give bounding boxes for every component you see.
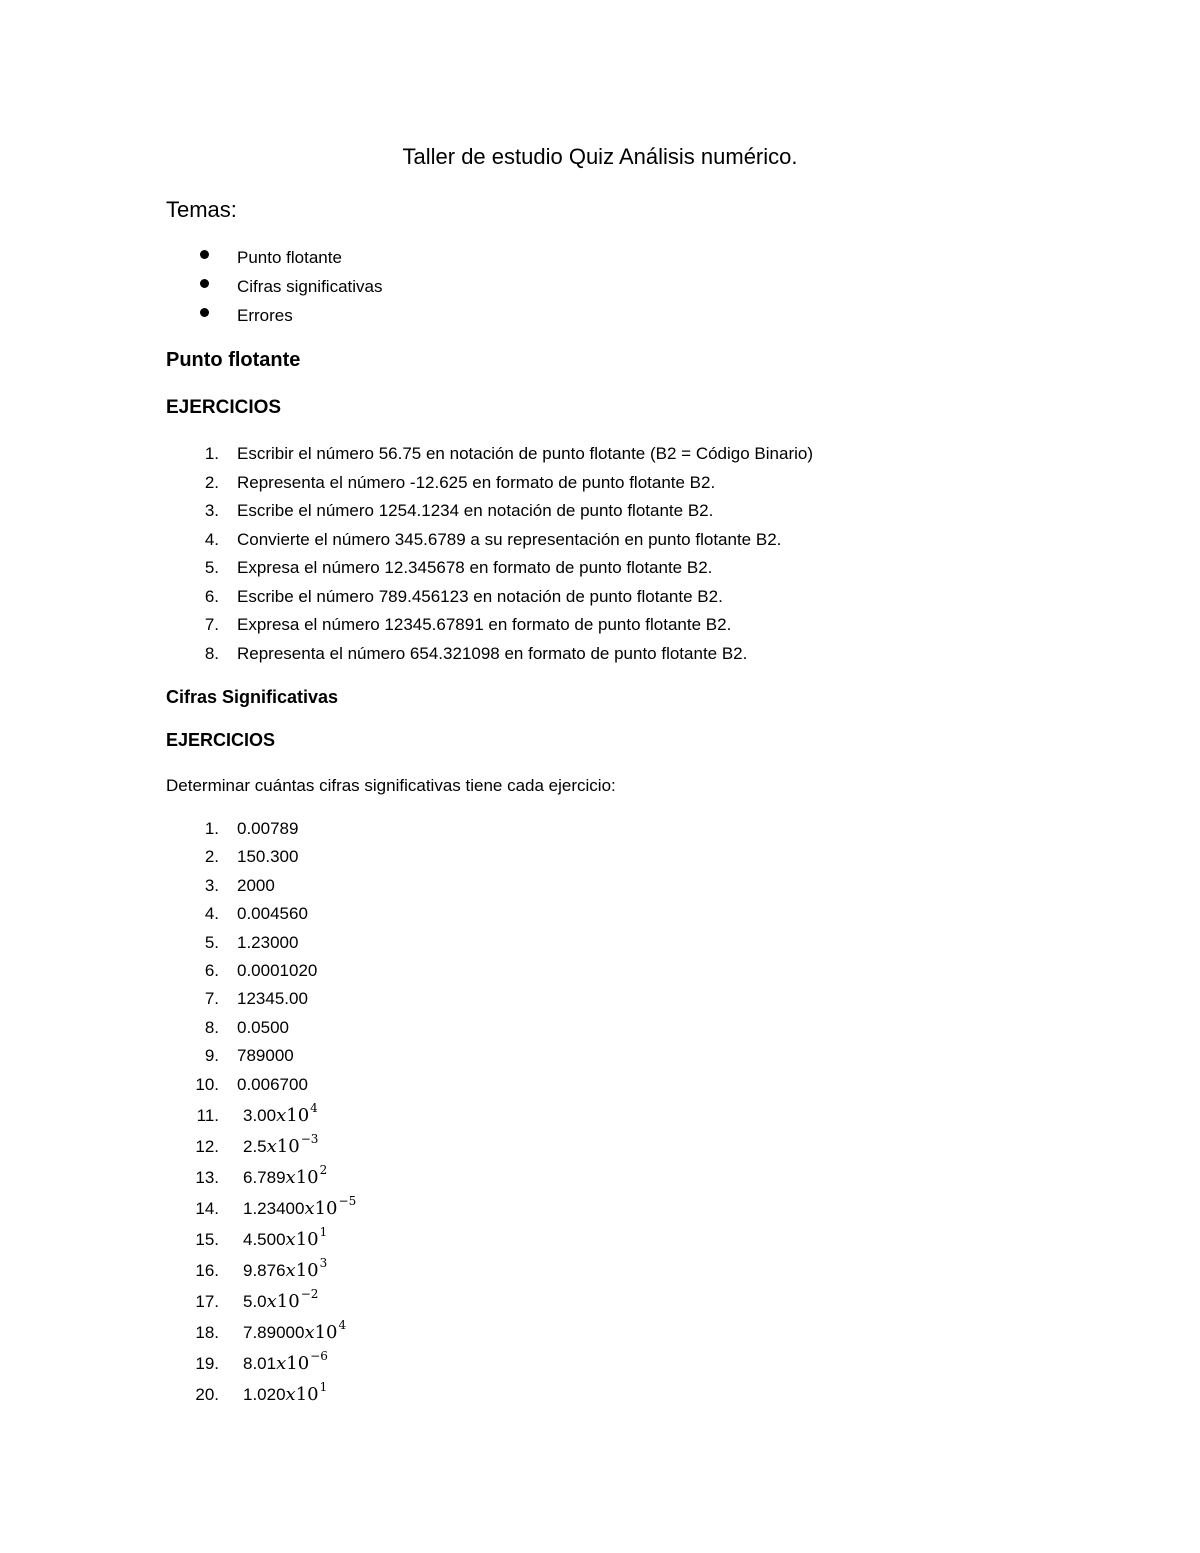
base-ten: 10 (276, 1136, 300, 1157)
item-text: Representa el número -12.625 en formato de punto flotante B2. (237, 472, 716, 492)
item-number: 2. (204, 847, 219, 867)
temas-item-label: Cifras significativas (237, 277, 383, 296)
sci-expression (243, 1255, 327, 1288)
base-ten: 10 (314, 1322, 338, 1343)
times-symbol: x (304, 1198, 315, 1219)
exponent: 4 (310, 1101, 318, 1115)
mantissa: 8.01 (243, 1354, 277, 1373)
ejercicios-heading: EJERCICIOS (166, 397, 282, 418)
exponent: 1 (319, 1225, 328, 1239)
item-number: 16. (195, 1261, 219, 1280)
times-symbol: x (285, 1260, 296, 1281)
item-number: 2. (204, 472, 219, 492)
bullet-icon (200, 308, 209, 317)
item-text: Expresa el número 12345.67891 en formato de punto flotante B2. (237, 615, 732, 634)
item-number: 4. (204, 904, 219, 924)
section-heading-cifras-significativas: Cifras Significativas (166, 687, 339, 707)
ejercicios-heading: EJERCICIOS (166, 730, 276, 750)
item-text: 1.23000 (237, 932, 299, 952)
mantissa: 7.89000 (243, 1323, 305, 1342)
exponent: 3 (319, 1256, 328, 1270)
item-number: 20. (195, 1385, 219, 1404)
item-text: 0.0001020 (237, 960, 318, 980)
bullet-icon (200, 279, 209, 288)
temas-item-label: Errores (237, 306, 293, 325)
sci-expression (243, 1100, 318, 1133)
exponent: −2 (300, 1287, 319, 1301)
times-symbol: x (285, 1167, 296, 1188)
item-text: 0.00789 (237, 819, 299, 838)
item-number: 6. (204, 960, 219, 980)
temas-label: Temas: (166, 197, 237, 222)
item-text: Convierte el número 345.6789 a su representación en punto flotante B2. (237, 529, 782, 549)
sci-expression (243, 1193, 356, 1226)
sci-expression (243, 1286, 318, 1319)
sci-expression (243, 1162, 327, 1195)
base-ten: 10 (286, 1353, 310, 1374)
item-number: 15. (195, 1230, 219, 1249)
mantissa: 6.789 (243, 1168, 286, 1187)
item-number: 11. (196, 1106, 219, 1125)
item-number: 5. (204, 558, 219, 577)
sci-expression (243, 1379, 327, 1412)
item-number: 4. (204, 529, 219, 549)
times-symbol: x (304, 1322, 315, 1343)
item-number: 7. (204, 615, 219, 634)
base-ten: 10 (276, 1291, 300, 1312)
base-ten: 10 (286, 1105, 310, 1126)
mantissa: 4.500 (243, 1230, 286, 1249)
mantissa: 2.5 (243, 1137, 267, 1156)
item-number: 17. (195, 1292, 219, 1311)
mantissa: 1.23400 (243, 1199, 305, 1218)
temas-item-label: Punto flotante (237, 248, 342, 267)
item-text: Escribe el número 1254.1234 en notación de punto flotante B2. (237, 501, 714, 520)
item-number: 9. (204, 1046, 219, 1066)
item-number: 14. (195, 1199, 219, 1218)
item-number: 7. (204, 989, 219, 1009)
bullet-icon (200, 250, 209, 259)
item-number: 13. (195, 1168, 219, 1187)
item-text: Escribir el número 56.75 en notación de punto flotante (B2 = Código Binario) (237, 444, 813, 463)
document-title: Taller de estudio Quiz Análisis numérico. (402, 144, 798, 169)
item-number: 10. (195, 1074, 219, 1094)
base-ten: 10 (295, 1167, 319, 1188)
section-heading-punto-flotante: Punto flotante (166, 349, 301, 371)
times-symbol: x (266, 1291, 277, 1312)
times-symbol: x (276, 1105, 287, 1126)
sci-expression (243, 1317, 346, 1350)
mantissa: 5.0 (243, 1292, 267, 1311)
mantissa: 9.876 (243, 1261, 286, 1280)
item-text: 12345.00 (237, 989, 308, 1009)
item-text: 0.0500 (237, 1017, 289, 1037)
base-ten: 10 (295, 1260, 319, 1281)
item-text: 789000 (237, 1046, 294, 1066)
item-number: 5. (204, 932, 219, 952)
item-text: Expresa el número 12.345678 en formato de punto flotante B2. (237, 558, 713, 577)
item-text: 150.300 (237, 847, 299, 867)
exponent: −3 (300, 1132, 319, 1146)
times-symbol: x (266, 1136, 277, 1157)
base-ten: 10 (295, 1384, 319, 1405)
sci-expression (243, 1348, 328, 1381)
exponent: −5 (338, 1194, 357, 1208)
item-number: 12. (195, 1137, 219, 1156)
times-symbol: x (285, 1229, 296, 1250)
times-symbol: x (285, 1384, 296, 1405)
item-text: 0.004560 (237, 904, 308, 924)
mantissa: 1.020 (243, 1385, 286, 1404)
item-number: 8. (204, 643, 219, 663)
exponent: −6 (310, 1349, 328, 1363)
item-number: 18. (195, 1323, 219, 1342)
base-ten: 10 (295, 1229, 319, 1250)
item-number: 3. (204, 501, 219, 520)
exponent: 4 (338, 1318, 347, 1332)
item-text: Representa el número 654.321098 en formato de punto flotante B2. (237, 643, 748, 663)
item-number: 19. (195, 1354, 219, 1373)
mantissa: 3.00 (243, 1106, 277, 1125)
item-text: Escribe el número 789.456123 en notación de punto flotante B2. (237, 586, 723, 606)
item-number: 3. (204, 875, 219, 895)
sci-expression (243, 1131, 318, 1164)
item-number: 1. (204, 819, 219, 838)
times-symbol: x (276, 1353, 287, 1374)
exponent: 2 (319, 1163, 328, 1177)
item-number: 6. (204, 586, 219, 606)
item-text: 2000 (237, 875, 275, 895)
item-text: 0.006700 (237, 1074, 308, 1094)
exponent: 1 (319, 1380, 328, 1394)
item-number: 1. (204, 444, 219, 463)
base-ten: 10 (314, 1198, 338, 1219)
cifras-instructions: Determinar cuántas cifras significativas tiene cada ejercicio: (166, 776, 616, 795)
item-number: 8. (204, 1017, 219, 1037)
sci-expression (243, 1224, 327, 1257)
